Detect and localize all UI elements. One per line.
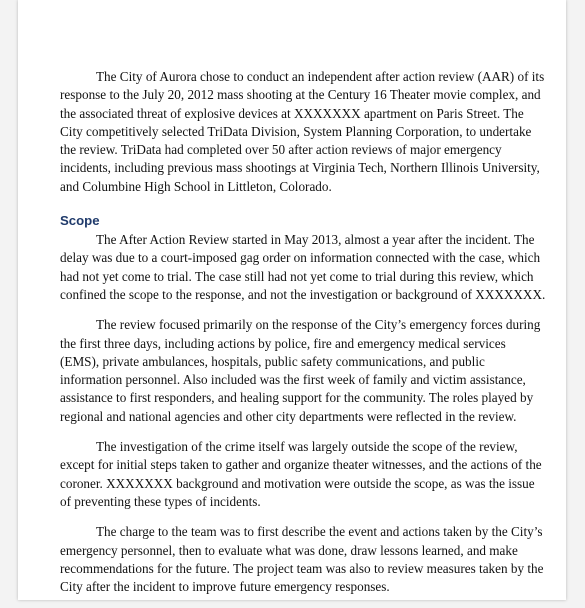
- document-body: [60, 68, 548, 608]
- scope-paragraph-4: The charge to the team was to first describe the event and actions taken by the City’s emergency personnel, then to evaluate what was done, draw lessons learned, and make recommendations for the future. The project team was also to review measures taken by the City after the incident to improve future emergency responses.: [60, 524, 544, 595]
- scope-paragraph-3: The investigation of the crime itself was largely outside the scope of the review, except for initial steps taken to gather and organize theater witnesses, and the actions of the coroner. XXXXXXX background and motivation were outside the scope, as was the issue of preventing these types of incidents.: [60, 439, 542, 509]
- intro-paragraph: The City of Aurora chose to conduct an independent after action review (AAR) of its response to the July 20, 2012 mass shooting at the Century 16 Theater movie complex, and the associated threat of explosive devices at XXXXXXX apartment on Paris Street. The City competitively selected TriData Division, System Planning Corporation, to undertake the review. TriData had completed over 50 after action reviews of major emergency incidents, including previous mass shootings at Virginia Tech, Northern Illinois University, and Columbine High School in Littleton, Colorado.: [60, 69, 545, 194]
- scope-paragraph-2: The review focused primarily on the response of the City’s emergency forces during the first three days, including actions by police, fire and emergency medical services (EMS), private ambulances, hospitals, public safety communications, and public information personnel. Also included was the first week of family and victim assistance, assistance to first responders, and healing support for the community. The roles played by regional and national agencies and other city departments were reflected in the review.: [60, 317, 541, 424]
- scope-heading: Scope: [60, 213, 100, 229]
- scope-paragraph-1: The After Action Review started in May 2013, almost a year after the incident. The delay was due to a court-imposed gag order on information connected with the case, which had not yet come to trial. The case still had not yet come to trial during this review, which confined the scope to the response, and not the investigation or background of XXXXXXX.: [60, 232, 546, 302]
- document-page: [18, 0, 566, 600]
